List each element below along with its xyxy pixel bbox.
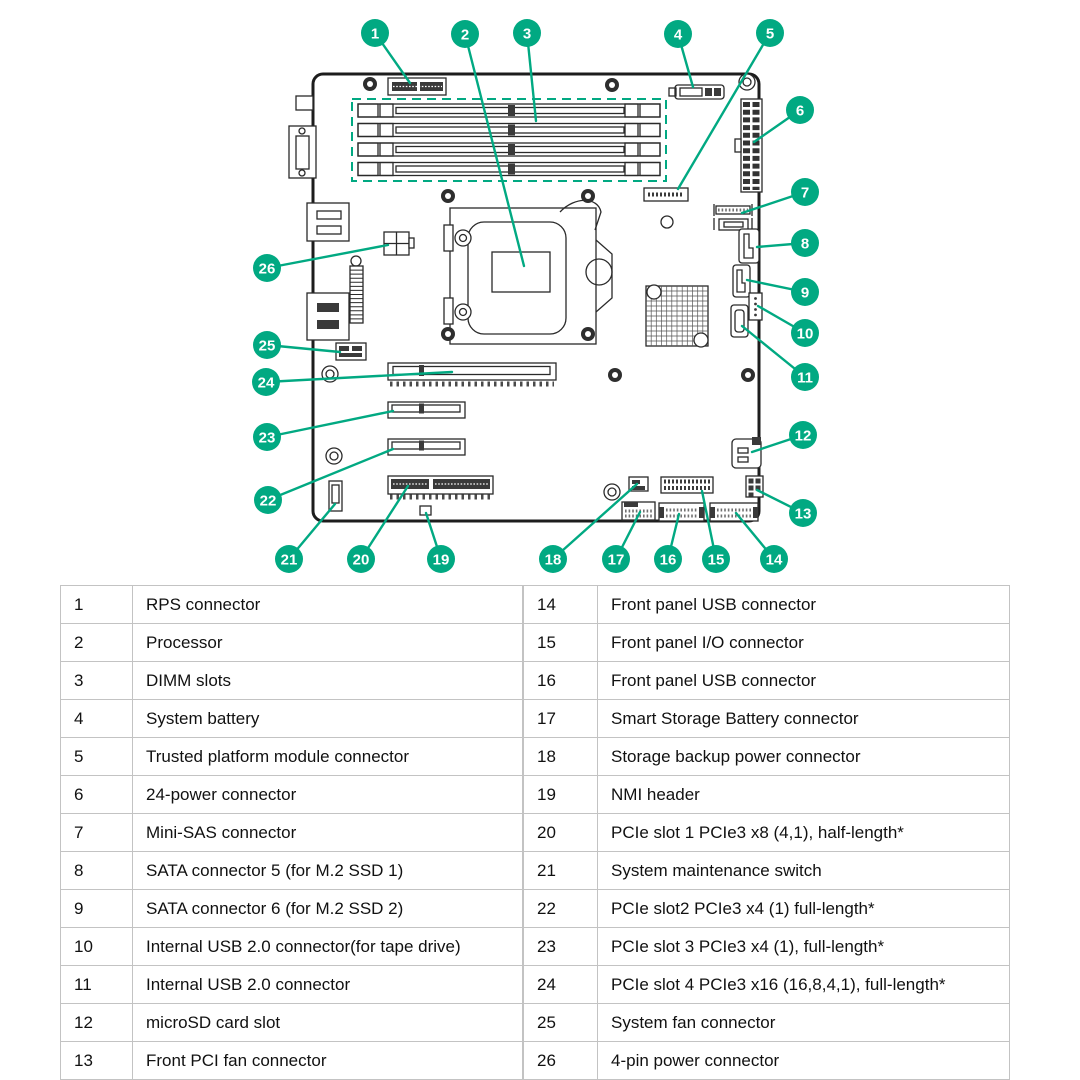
legend-number: 2 [61,624,133,662]
legend-label: NMI header [598,776,1010,814]
callout-number: 15 [707,551,725,569]
internal-usb-connector [731,305,748,337]
legend-label: Processor [133,624,523,662]
legend-number: 14 [524,586,598,624]
legend-label: Smart Storage Battery connector [598,700,1010,738]
front-panel-usb-connector-14 [710,503,758,521]
callout-number: 7 [800,184,810,202]
legend-row [61,928,523,966]
4-pin-power-connector [384,232,414,255]
legend-label: Front PCI fan connector [133,1042,523,1080]
legend-number: 16 [524,662,598,700]
legend-label: Mini-SAS connector [133,814,523,852]
vrm-heatsink [350,256,363,323]
legend-row [524,1004,1010,1042]
callout-14 [736,513,788,573]
legend-row [524,662,1010,700]
callout-number: 8 [800,235,810,253]
legend-row [61,624,523,662]
legend-label: Internal USB 2.0 connector [133,966,523,1004]
callout-number: 26 [258,260,276,278]
callout-13 [757,490,817,527]
callout-number: 20 [352,551,370,569]
front-pci-fan-connector [746,476,763,497]
legend-label: PCIe slot 3 PCIe3 x4 (1), full-length* [598,928,1010,966]
legend-row [61,776,523,814]
legend-row [524,928,1010,966]
callout-number: 5 [765,25,775,43]
pcie-slot-3 [388,402,465,418]
sata-connector-5 [739,229,759,263]
legend-row [524,852,1010,890]
callout-number: 19 [432,551,450,569]
callout-number: 9 [800,284,810,302]
legend-number: 7 [61,814,133,852]
legend-row [524,1042,1010,1080]
rps-connector [388,78,446,95]
legend-number: 18 [524,738,598,776]
front-panel-io-connector [661,477,713,493]
legend-label: Front panel I/O connector [598,624,1010,662]
callout-number: 21 [280,551,298,569]
legend-label: PCIe slot2 PCIe3 x4 (1) full-length* [598,890,1010,928]
usb-port-block [307,203,349,241]
legend-row [61,662,523,700]
chipset-heatsink [646,285,708,347]
legend-row [524,586,1010,624]
legend-label: System maintenance switch [598,852,1010,890]
callout-number: 16 [659,551,677,569]
legend-row [61,814,523,852]
legend-number: 3 [61,662,133,700]
callout-number: 4 [673,26,683,44]
callout-number: 6 [795,102,805,120]
callout-number: 18 [544,551,562,569]
callout-12 [752,421,817,452]
legend-number: 8 [61,852,133,890]
callout-10 [758,306,819,347]
legend-number: 10 [61,928,133,966]
pcie-slot-2 [388,439,465,455]
legend-label: Trusted platform module connector [133,738,523,776]
legend-label: System battery [133,700,523,738]
legend-row [524,890,1010,928]
callout-number: 25 [258,337,276,355]
legend-row [524,814,1010,852]
legend-number: 17 [524,700,598,738]
callout-number: 2 [460,26,470,44]
legend-row [61,586,523,624]
callout-number: 24 [257,374,275,392]
callout-number: 23 [258,429,276,447]
legend-label: Front panel USB connector [598,662,1010,700]
legend-table-right [523,585,1010,1080]
legend-number: 15 [524,624,598,662]
legend-label: 4-pin power connector [598,1042,1010,1080]
legend-number: 6 [61,776,133,814]
legend-label: Storage backup power connector [598,738,1010,776]
legend-row [524,624,1010,662]
callout-number: 1 [370,25,380,43]
callout-21 [275,504,335,573]
legend-label: PCIe slot 4 PCIe3 x16 (16,8,4,1), full-length* [598,966,1010,1004]
legend-row [524,776,1010,814]
legend-number: 20 [524,814,598,852]
legend-number: 5 [61,738,133,776]
callout-number: 12 [794,427,812,445]
legend-label: 24-power connector [133,776,523,814]
legend-row [524,966,1010,1004]
vga-port [289,126,316,178]
processor-socket [444,200,612,344]
legend-number: 11 [61,966,133,1004]
callout-number: 14 [765,551,783,569]
legend-label: SATA connector 6 (for M.2 SSD 2) [133,890,523,928]
legend-label: PCIe slot 1 PCIe3 x8 (4,1), half-length* [598,814,1010,852]
legend-label: RPS connector [133,586,523,624]
front-panel-usb-connector-16 [659,503,704,521]
legend-row [61,852,523,890]
legend-row [61,1042,523,1080]
legend-label: SATA connector 5 (for M.2 SSD 1) [133,852,523,890]
tpm-connector [644,188,688,201]
lan-port-block [307,293,349,340]
callout-number: 17 [607,551,625,569]
legend-number: 25 [524,1004,598,1042]
legend-number: 19 [524,776,598,814]
callout-16 [654,514,682,573]
legend-row [524,738,1010,776]
legend-label: Internal USB 2.0 connector(for tape drive) [133,928,523,966]
callout-number: 22 [259,492,277,510]
legend-row [61,700,523,738]
legend-label: microSD card slot [133,1004,523,1042]
legend-number: 21 [524,852,598,890]
legend-label: System fan connector [598,1004,1010,1042]
legend-table-left [60,585,523,1080]
legend-row [61,890,523,928]
legend-number: 26 [524,1042,598,1080]
legend-number: 12 [61,1004,133,1042]
legend-row [61,738,523,776]
callout-6 [754,96,814,142]
microsd-card-slot [732,437,761,468]
legend-number: 13 [61,1042,133,1080]
legend-row [61,1004,523,1042]
callout-number: 10 [796,325,814,343]
legend-number: 24 [524,966,598,1004]
callout-8 [757,229,819,257]
system-maintenance-switch [329,481,342,511]
callout-number: 3 [522,25,532,43]
legend-number: 22 [524,890,598,928]
callout-number: 11 [797,369,813,387]
legend-number: 1 [61,586,133,624]
callout-number: 13 [794,505,812,523]
legend-label: Front panel USB connector [598,586,1010,624]
legend-label: DIMM slots [133,662,523,700]
legend-row [524,700,1010,738]
legend-number: 23 [524,928,598,966]
legend-number: 9 [61,890,133,928]
system-battery [669,85,724,99]
legend-row [61,966,523,1004]
legend-number: 4 [61,700,133,738]
